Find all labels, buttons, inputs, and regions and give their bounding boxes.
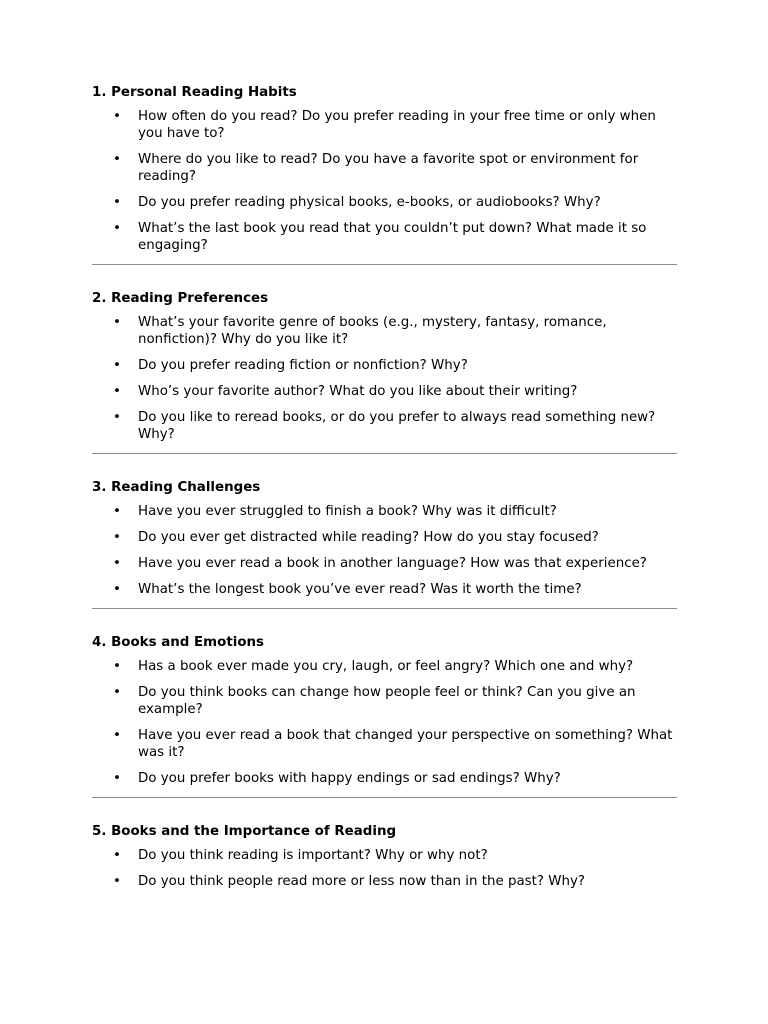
- list-item: [92, 873, 677, 890]
- list-item: [92, 727, 677, 761]
- section-reading-challenges: [92, 479, 677, 598]
- question-text: Have you ever read a book in another language? How was that experience?: [138, 556, 647, 571]
- document-content: [92, 84, 677, 890]
- question-text: Do you think people read more or less now than in the past? Why?: [138, 874, 586, 889]
- question-text: Do you think reading is important? Why or why not?: [138, 848, 488, 863]
- question-text: What’s the last book you read that you couldn’t put down? What made it so engaging?: [138, 221, 647, 253]
- bullet-icon: •: [113, 582, 121, 597]
- question-text: Where do you like to read? Do you have a favorite spot or environment for reading?: [138, 152, 639, 184]
- section-divider: [92, 608, 677, 609]
- question-text: Do you think books can change how people feel or think? Can you give an example?: [138, 685, 636, 717]
- section-title: 5. Books and the Importance of Reading: [92, 824, 397, 839]
- list-item: [92, 529, 677, 546]
- section-title: 4. Books and Emotions: [92, 635, 265, 650]
- bullet-icon: •: [113, 685, 121, 700]
- question-text: Do you prefer books with happy endings or sad endings? Why?: [138, 771, 561, 786]
- bullet-icon: •: [113, 771, 121, 786]
- section-title: 3. Reading Challenges: [92, 480, 261, 495]
- question-text: Do you prefer reading physical books, e-books, or audiobooks? Why?: [138, 195, 601, 210]
- bullet-icon: •: [113, 152, 121, 167]
- section-divider: [92, 264, 677, 265]
- bullet-icon: •: [113, 556, 121, 571]
- bullet-icon: •: [113, 109, 121, 124]
- question-list: [92, 108, 677, 254]
- bullet-icon: •: [113, 358, 121, 373]
- list-item: [92, 581, 677, 598]
- question-text: What’s the longest book you’ve ever read? Was it worth the time?: [138, 582, 582, 597]
- list-item: [92, 847, 677, 864]
- section-importance-of-reading: [92, 823, 677, 890]
- question-text: Do you like to reread books, or do you prefer to always read something new? Why?: [138, 410, 656, 442]
- list-item: [92, 684, 677, 718]
- list-item: [92, 314, 677, 348]
- list-item: [92, 658, 677, 675]
- bullet-icon: •: [113, 384, 121, 399]
- question-list: [92, 847, 677, 890]
- bullet-icon: •: [113, 728, 121, 743]
- question-list: [92, 314, 677, 443]
- list-item: [92, 555, 677, 572]
- section-personal-reading-habits: [92, 84, 677, 254]
- bullet-icon: •: [113, 315, 121, 330]
- bullet-icon: •: [113, 848, 121, 863]
- question-list: [92, 503, 677, 598]
- question-text: How often do you read? Do you prefer reading in your free time or only when you have to?: [138, 109, 656, 141]
- section-divider: [92, 453, 677, 454]
- section-title: 1. Personal Reading Habits: [92, 85, 297, 100]
- question-text: Has a book ever made you cry, laugh, or feel angry? Which one and why?: [138, 659, 634, 674]
- list-item: [92, 503, 677, 520]
- list-item: [92, 409, 677, 443]
- question-text: Do you prefer reading fiction or nonfiction? Why?: [138, 358, 468, 373]
- bullet-icon: •: [113, 410, 121, 425]
- list-item: [92, 357, 677, 374]
- question-text: What’s your favorite genre of books (e.g., mystery, fantasy, romance, nonfiction)? Why do you like it?: [138, 315, 607, 347]
- bullet-icon: •: [113, 530, 121, 545]
- bullet-icon: •: [113, 504, 121, 519]
- section-reading-preferences: [92, 290, 677, 443]
- bullet-icon: •: [113, 195, 121, 210]
- list-item: [92, 194, 677, 211]
- list-item: [92, 383, 677, 400]
- list-item: [92, 770, 677, 787]
- bullet-icon: •: [113, 874, 121, 889]
- list-item: [92, 151, 677, 185]
- question-text: Have you ever read a book that changed your perspective on something? What was it?: [138, 728, 673, 760]
- question-text: Who’s your favorite author? What do you like about their writing?: [138, 384, 578, 399]
- list-item: [92, 220, 677, 254]
- section-books-and-emotions: [92, 634, 677, 787]
- list-item: [92, 108, 677, 142]
- bullet-icon: •: [113, 659, 121, 674]
- question-list: [92, 658, 677, 787]
- bullet-icon: •: [113, 221, 121, 236]
- section-divider: [92, 797, 677, 798]
- question-text: Do you ever get distracted while reading? How do you stay focused?: [138, 530, 599, 545]
- question-text: Have you ever struggled to finish a book? Why was it difficult?: [138, 504, 557, 519]
- section-title: 2. Reading Preferences: [92, 291, 269, 306]
